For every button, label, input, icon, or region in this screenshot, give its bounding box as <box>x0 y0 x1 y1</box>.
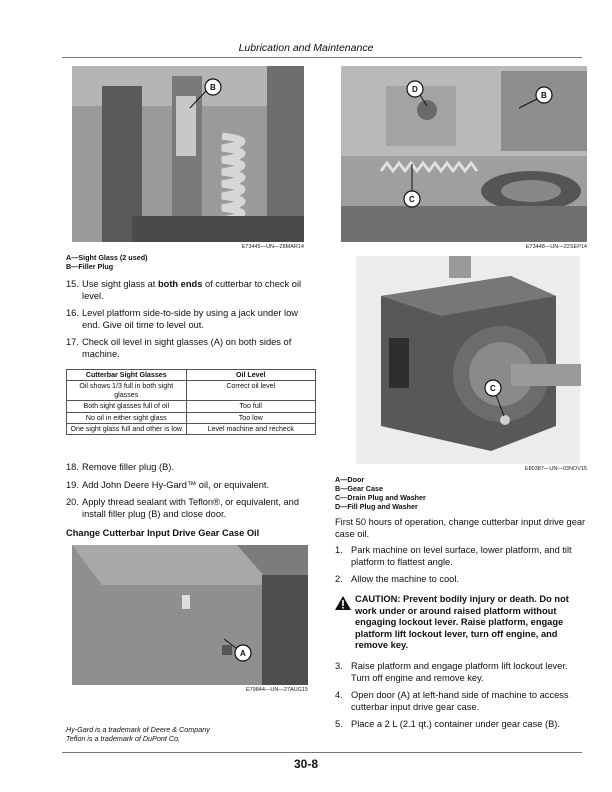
step-number: 4. <box>335 690 343 701</box>
step-item <box>335 574 587 586</box>
step-item <box>66 497 318 520</box>
page-number: 30-8 <box>293 757 319 771</box>
callout-b-fig2: B <box>541 91 547 100</box>
step-text: Raise platform and engage platform lift lockout lever. Turn off engine and remove key. <box>351 661 568 683</box>
legend-item: A—Sight Glass (2 used) <box>66 253 148 262</box>
photo-gear-case <box>341 256 587 464</box>
table-header: Oil Level <box>186 370 315 381</box>
table-row <box>67 381 316 401</box>
callout-d-fig2: D <box>412 85 418 94</box>
step-text: Check oil level in sight glasses (A) on both sides of machine. <box>82 337 292 359</box>
step-text: Park machine on level surface, lower platform, and tilt platform to flattest angle. <box>351 545 572 567</box>
step-item <box>66 279 318 302</box>
step-text: Open door (A) at left-hand side of machine to access cutterbar input drive gear case. <box>351 690 569 712</box>
section-heading: Change Cutterbar Input Drive Gear Case Oil <box>66 528 260 538</box>
step-item <box>66 337 318 360</box>
step-number: 16. <box>66 308 79 319</box>
legend-item: A—Door <box>335 475 365 484</box>
steps-list-d <box>335 661 587 737</box>
table-cell: Correct oil level <box>186 381 315 401</box>
step-text: Allow the machine to cool. <box>351 574 460 585</box>
step-text: Remove filler plug (B). <box>82 462 174 472</box>
trademark-note: Hy-Gard is a trademark of Deere & Company <box>66 725 210 734</box>
legend-item: B—Filler Plug <box>66 262 114 271</box>
step-text: Apply thread sealant with Teflon®, or equivalent, and install filler plug (B) and close door. <box>82 497 300 519</box>
table-cell: No oil in either sight glass <box>67 412 187 423</box>
callout-a-fig4: A <box>240 649 246 658</box>
callout-b-fig1: B <box>210 83 216 92</box>
table-header: Cutterbar Sight Glasses <box>67 370 187 381</box>
header-rule <box>62 57 582 58</box>
photo-door <box>72 545 308 685</box>
figure-code-2: E73448—UN—22SEP14 <box>525 244 587 250</box>
table-row <box>67 424 316 435</box>
step-number: 18. <box>66 462 79 472</box>
step-number: 3. <box>335 661 343 671</box>
step-text: Place a 2 L (2.1 qt.) container under gear case (B). <box>351 719 560 730</box>
legend-right <box>335 475 585 511</box>
step-item <box>66 308 318 331</box>
step-item <box>335 545 587 568</box>
step-number: 19. <box>66 479 79 490</box>
figure-code-4: E79844—UN—27AUG15 <box>245 687 308 693</box>
trademark-notes <box>66 725 316 743</box>
step-item <box>335 719 587 731</box>
table-cell: Oil shows 1/3 full in both sight glasses <box>67 381 187 401</box>
step-item <box>66 480 318 492</box>
table-cell: Too low <box>186 412 315 423</box>
figure-code-3: E80387—UN—03NOV15 <box>524 466 587 472</box>
caution-block <box>335 594 587 654</box>
table-cell: Level machine and recheck <box>186 424 315 435</box>
callout-c-fig3: C <box>490 384 496 393</box>
legend-item: D—Fill Plug and Washer <box>335 502 418 511</box>
footer-rule <box>62 752 582 753</box>
step-item <box>335 690 587 713</box>
step-number: 17. <box>66 337 79 348</box>
step-number: 5. <box>335 719 343 730</box>
table-row <box>67 412 316 423</box>
photo-gear-case-top <box>341 66 587 242</box>
caution-text: CAUTION: Prevent bodily injury or death. Do not work under or around raised platform without engaging lockout lever. Raise platform, engage platform lift lockout lever, turn off engine, and remove key. <box>355 594 569 651</box>
intro-paragraph: First 50 hours of operation, change cutterbar input drive gear case oil. <box>335 517 586 539</box>
step-number: 2. <box>335 574 343 585</box>
warning-icon <box>335 596 351 610</box>
table-cell: One sight glass full and other is low <box>67 424 187 435</box>
step-number: 20. <box>66 497 79 508</box>
legend-item: B—Gear Case <box>335 484 383 493</box>
steps-list-b <box>66 462 318 526</box>
step-text: Level platform side-to-side by using a jack under low end. Give oil time to level out. <box>82 308 299 330</box>
figure-code-1: E73445—UN—28MAR14 <box>241 244 304 250</box>
step-text: Add John Deere Hy-Gard™ oil, or equivalent. <box>82 479 270 490</box>
running-header: Lubrication and Maintenance <box>238 42 374 54</box>
step-item <box>335 661 587 684</box>
step-item <box>66 462 318 474</box>
steps-list-c <box>335 545 587 592</box>
table-row <box>67 401 316 412</box>
legend-left <box>66 253 306 271</box>
oil-level-table <box>66 369 316 435</box>
callout-c-fig2: C <box>409 195 415 204</box>
photo-sight-glass <box>72 66 304 242</box>
trademark-note: Teflon is a trademark of DuPont Co. <box>66 734 180 743</box>
step-number: 15. <box>66 279 79 289</box>
table-cell: Too full <box>186 401 315 412</box>
table-cell: Both sight glasses full of oil <box>67 401 187 412</box>
step-number: 1. <box>335 545 343 555</box>
steps-list-a <box>66 279 318 367</box>
legend-item: C—Drain Plug and Washer <box>335 493 426 502</box>
step-text: Use sight glass at both ends of cutterbar to check oil level. <box>82 279 302 301</box>
